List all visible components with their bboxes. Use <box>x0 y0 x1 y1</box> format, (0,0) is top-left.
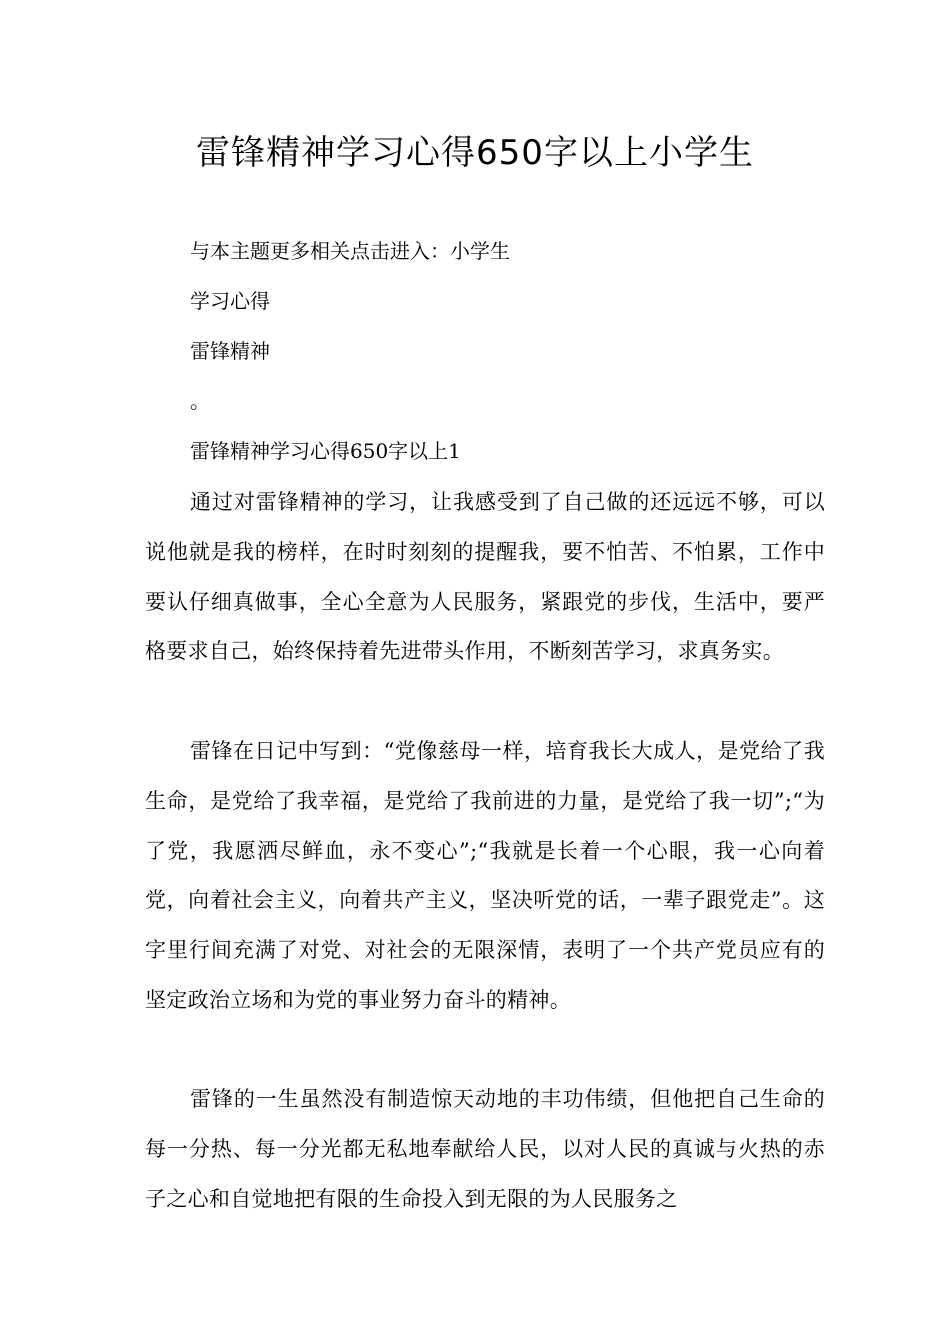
document-title: 雷锋精神学习心得650字以上小学生 <box>196 133 754 173</box>
related-tag-spirit: 雷锋精神 <box>190 339 270 363</box>
related-period: 。 <box>190 389 210 413</box>
related-topics-line: 与本主题更多相关点击进入：小学生 <box>190 239 510 263</box>
body-paragraph-2: 雷锋在日记中写到：“党像慈母一样，培育我长大成人，是党给了我生命，是党给了我幸福，是党给了我前进的力量，是党给了我一切”;“为了党，我愿洒尽鲜血，永不变心”;“我就是长着一个心眼，我一心向着党，向着社会主义，向着共产主义，坚决听党的话，一辈子跟党走”。这字里行间充满了对党、对社会的无限深情，表明了一个共产党员应有的坚定政治立场和为党的事业努力奋斗的精神。 <box>145 739 825 1012</box>
body-paragraph-1: 通过对雷锋精神的学习，让我感受到了自己做的还远远不够，可以说他就是我的榜样，在时时刻刻的提醒我，要不怕苦、不怕累，工作中要认仔细真做事，全心全意为人民服务，紧跟党的步伐，生活中，要严格要求自己，始终保持着先进带头作用，不断刻苦学习，求真务实。 <box>145 490 825 664</box>
section-heading: 雷锋精神学习心得650字以上1 <box>190 439 461 463</box>
body-paragraph-3: 雷锋的一生虽然没有制造惊天动地的丰功伟绩，但他把自己生命的每一分热、每一分光都无私地奉献给人民，以对人民的真诚与火热的赤子之心和自觉地把有限的生命投入到无限的为人民服务之 <box>145 1087 825 1211</box>
related-tag-study: 学习心得 <box>190 289 270 313</box>
